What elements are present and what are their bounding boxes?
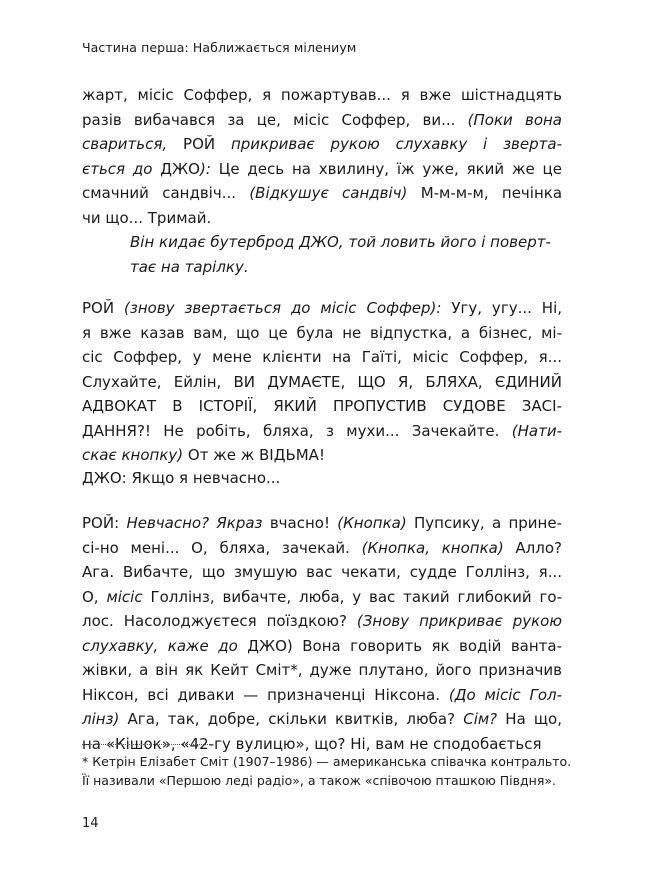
text-run: Це десь на хвилину, їж уже, який же це: [210, 159, 562, 178]
text-run: на «Кішок», «42-гу вулицю», що? Ні, вам не сподобається: [82, 734, 542, 753]
text-run: Пупсику, а прине-: [406, 514, 562, 532]
text-line: [82, 609, 562, 634]
text-run: сі-но мені... О, бляха, зачекай.: [82, 538, 362, 557]
italic-run: місіс: [106, 587, 143, 606]
italic-run: (Поки вона: [467, 110, 562, 129]
italic-run: скає кнопку): [82, 446, 184, 464]
text-run: АДВОКАТ В ІСТОРІЇ, ЯКИЙ ПРОПУСТИВ СУДОВЕ ЗАСІ-: [82, 397, 562, 415]
footnote: [82, 752, 572, 790]
text-line: [82, 370, 562, 395]
italic-run: (Нати-: [511, 421, 562, 440]
text-run: РОЙ: [82, 299, 124, 317]
text-line: [130, 230, 562, 255]
italic-run: свариться,: [82, 135, 184, 153]
text-line: [82, 83, 562, 108]
text-run: Алло?: [503, 538, 562, 557]
text-run: Ага, так, добре, скільки квитків, люба?: [119, 710, 464, 728]
text-line: [82, 443, 562, 468]
text-run: РОЙ: [183, 135, 231, 153]
text-run: На що,: [497, 710, 562, 728]
italic-run: прикриває рукою слухавку і зверта-: [230, 135, 562, 153]
italic-run: (Кнопка): [337, 514, 407, 532]
text-line: [82, 585, 562, 610]
text-line: [82, 683, 562, 708]
text-line: [82, 394, 562, 419]
text-run: жарт, місіс Соффер, я пожартував... я вже шістнадцять: [82, 86, 562, 104]
italic-run: (Відкушує сандвіч): [249, 184, 408, 202]
italic-run: (знову звертається до місіс Соффер):: [124, 299, 442, 317]
text-line: [82, 321, 562, 346]
text-line: [82, 345, 562, 370]
text-line: [82, 560, 562, 585]
italic-run: (Знову прикриває рукою: [356, 612, 562, 630]
text-run: О,: [82, 587, 107, 606]
text-line: [82, 707, 562, 732]
text-line: [82, 132, 562, 157]
italic-run: ється до: [82, 159, 161, 178]
text-line: [82, 634, 562, 659]
text-line: [130, 255, 562, 280]
text-run: ДЖО) Вона говорить як водій ванта-: [247, 636, 562, 655]
text-run: смачний сандвіч...: [82, 184, 250, 202]
italic-run: (До місіс Гол-: [448, 685, 563, 704]
dialogue-paragraph-joe: [82, 466, 562, 491]
text-run: ДЖО: Якщо я невчасно...: [82, 469, 281, 487]
text-run: ДЖО: [299, 233, 339, 251]
text-line: [82, 296, 562, 321]
text-run: я вже казав вам, що це була не відпустка, а бізнес, мі-: [82, 323, 562, 342]
footnote-line: Її називали «Першою леді радіо», а також «співочою пташкою Півдня».: [82, 773, 556, 788]
text-run: Ніксон, всі диваки — призначенці Ніксона.: [82, 685, 449, 704]
text-run: лос. Насолоджуєтеся поїздкою?: [82, 612, 357, 630]
italic-run: слухавку, каже до: [82, 636, 248, 655]
page-number: 14: [82, 816, 99, 831]
text-run: Слухайте, Ейлін, ВИ ДУМАЄТЕ, ЩО Я, БЛЯХА, ЄДИНИЙ: [82, 372, 562, 391]
text-run: ДЖО: [160, 159, 200, 178]
italic-run: Невчасно? Якраз: [126, 514, 263, 532]
footnote-rule: [82, 744, 210, 745]
dialogue-paragraph-roy-phone: [82, 511, 562, 756]
text-run: жівки, а він як Кейт Сміт*, дуже плутано, його призначив: [82, 661, 562, 679]
text-line: [82, 108, 562, 133]
text-line: [82, 466, 562, 491]
italic-run: ):: [199, 159, 211, 178]
text-run: разів вибачався за це, місіс Соффер, ви...: [82, 110, 468, 129]
text-run: сіс Соффер, у мене клієнти на Гаїті, місіс Соффер, я...: [82, 348, 562, 366]
running-head: Частина перша: Наближається мілениум: [82, 40, 357, 55]
text-line: [82, 157, 562, 182]
text-line: [82, 419, 562, 444]
dialogue-paragraph-roy: [82, 296, 562, 468]
italic-run: Сім?: [463, 710, 498, 728]
italic-run: , той ловить його і поверт-: [338, 233, 551, 251]
italic-run: тає на тарілку.: [130, 257, 249, 276]
text-run: чи що... Тримай.: [82, 208, 212, 227]
italic-run: (Кнопка, кнопка): [361, 538, 504, 557]
text-run: М-м-м-м, печінка: [407, 184, 563, 202]
text-run: вчасно!: [262, 514, 338, 532]
text-run: От же ж ВІДЬМА!: [183, 446, 325, 464]
text-run: Угу, угу... Ні,: [441, 299, 563, 317]
text-line: [82, 206, 562, 231]
text-line: [82, 511, 562, 536]
stage-direction: [130, 230, 562, 279]
text-run: РОЙ:: [82, 514, 127, 532]
dialogue-paragraph-1: [82, 83, 562, 230]
text-run: Ага. Вибачте, що змушую вас чекати, судде Голлінз, я...: [82, 563, 562, 581]
footnote-line: * Кетрін Елізабет Сміт (1907–1986) — американська співачка контральто.: [82, 754, 572, 769]
text-run: Голлінз, вибачте, люба, у вас такий глибокий го-: [142, 587, 563, 606]
text-line: [82, 536, 562, 561]
text-line: [82, 658, 562, 683]
italic-run: Він кидає бутерброд: [130, 233, 300, 251]
text-line: [82, 181, 562, 206]
italic-run: лінз): [82, 710, 120, 728]
text-run: ДАННЯ?! Не робіть, бляха, з мухи... Зачекайте.: [82, 421, 512, 440]
